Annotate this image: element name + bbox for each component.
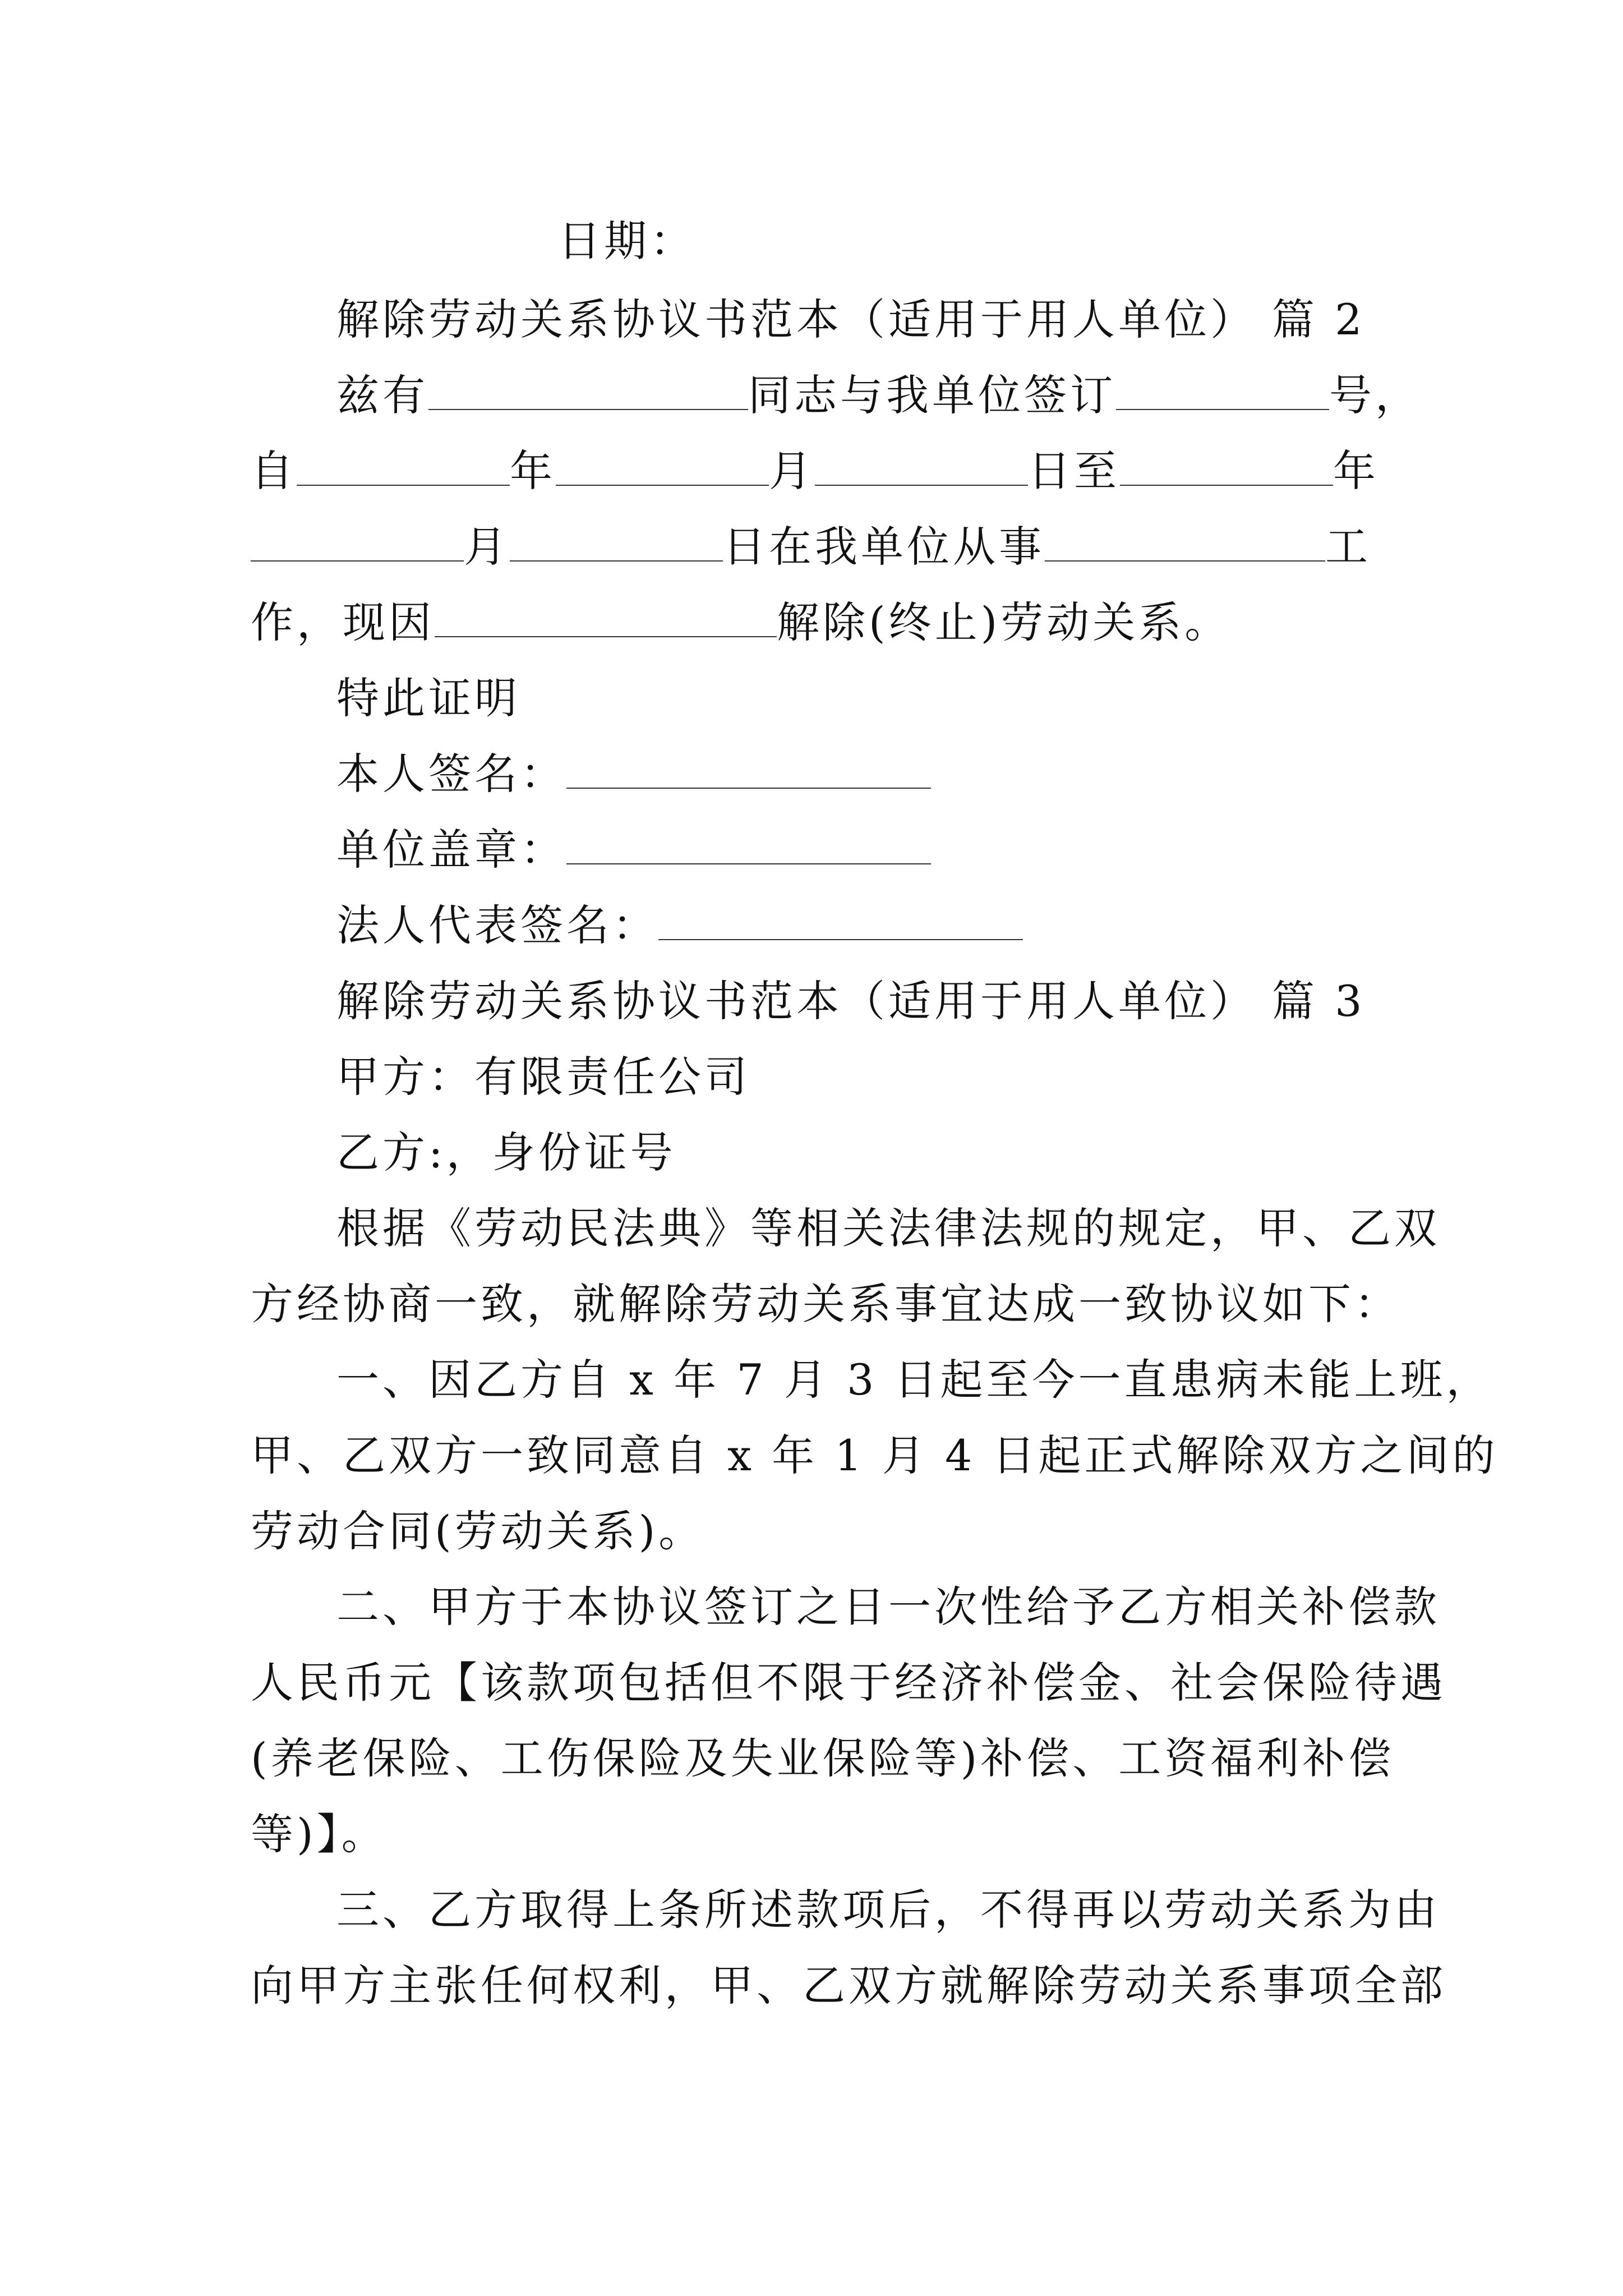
section3-title: 解除劳动关系协议书范本（适用于用人单位） 篇 3 <box>336 976 1366 1026</box>
blank-end-day[interactable] <box>510 520 723 562</box>
clause2-line-4: 等)】。 <box>251 1809 388 1859</box>
signature-self-field[interactable] <box>566 747 931 789</box>
section2-row4: 作，现因 解除(终止)劳动关系。 <box>251 595 1230 651</box>
clause1-line-1: 一、因乙方自 x 年 7 月 3 日起至今一直患病未能上班， <box>336 1355 1492 1405</box>
party-b: 乙方:，身份证号 <box>336 1128 676 1177</box>
blank-start-month[interactable] <box>556 444 769 486</box>
unit-seal-field[interactable] <box>566 823 931 864</box>
clause2-line-3: (养老保险、工伤保险及失业保险等)补偿、工资福利补偿 <box>251 1733 1395 1783</box>
blank-comrade-name[interactable] <box>428 369 748 410</box>
clause1-line-2: 甲、乙双方一致同意自 x 年 1 月 4 日起正式解除双方之间的 <box>251 1430 1498 1480</box>
signature-self: 本人签名： <box>336 746 931 802</box>
blank-job-type[interactable] <box>1045 520 1325 562</box>
blank-reason[interactable] <box>435 596 777 637</box>
blank-contract-number[interactable] <box>1116 369 1329 410</box>
clause2-line-2: 人民币元【该款项包括但不限于经济补偿金、社会保险待遇 <box>251 1658 1446 1708</box>
intro-line-1: 根据《劳动民法典》等相关法律法规的规定，甲、乙双 <box>336 1203 1440 1253</box>
section2-row2: 自 年 月 日至 年 <box>251 443 1379 499</box>
blank-end-year[interactable] <box>1120 444 1333 486</box>
section2-row1: 兹有 同志与我单位签订 号， <box>336 367 1421 424</box>
date-label: 日期： <box>558 216 696 266</box>
section2-title: 解除劳动关系协议书范本（适用于用人单位） 篇 2 <box>336 295 1366 344</box>
clause2-line-1: 二、甲方于本协议签订之日一次性给予乙方相关补偿款 <box>336 1582 1440 1632</box>
blank-start-day[interactable] <box>815 444 1028 486</box>
section2-row3: 月 日在我单位从事 工 <box>251 519 1371 575</box>
intro-line-2: 方经协商一致，就解除劳动关系事宜达成一致协议如下： <box>251 1279 1400 1329</box>
blank-end-month[interactable] <box>251 520 464 562</box>
signature-unit-seal: 单位盖章： <box>336 822 931 878</box>
certify-text: 特此证明 <box>336 673 520 723</box>
clause3-line-2: 向甲方主张任何权利，甲、乙双方就解除劳动关系事项全部 <box>251 1961 1446 2010</box>
clause3-line-1: 三、乙方取得上条所述款项后，不得再以劳动关系为由 <box>336 1885 1440 1935</box>
blank-start-year[interactable] <box>297 444 510 486</box>
legal-rep-signature-field[interactable] <box>658 899 1023 940</box>
party-a: 甲方：有限责任公司 <box>336 1052 750 1102</box>
clause1-line-3: 劳动合同(劳动关系)。 <box>251 1506 705 1556</box>
signature-legal-rep: 法人代表签名： <box>336 898 1023 954</box>
